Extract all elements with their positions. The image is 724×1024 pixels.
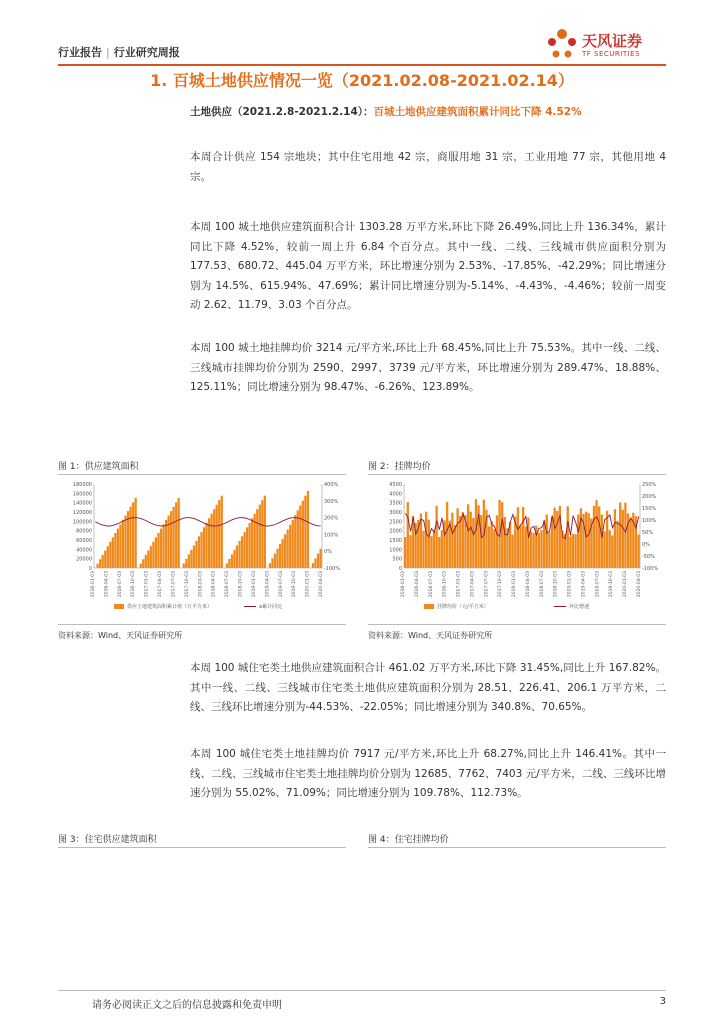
bar xyxy=(530,532,532,568)
bar xyxy=(543,520,545,568)
y-right-tick-label: -100% xyxy=(642,566,659,572)
bar xyxy=(559,506,561,568)
bar xyxy=(289,525,291,568)
bar xyxy=(203,527,205,568)
category-weekly: 行业研究周报 xyxy=(113,46,180,59)
bar xyxy=(504,517,506,568)
y-left-tick-label: 40000 xyxy=(76,547,92,554)
y-left-tick-label: 4000 xyxy=(389,491,402,498)
bar xyxy=(404,537,406,568)
y-left-tick-label: 180000 xyxy=(72,482,92,488)
bar xyxy=(271,558,273,568)
bar xyxy=(538,533,540,568)
x-tick-label: 2018-10-03 xyxy=(238,571,244,598)
y-left-tick-label: 3000 xyxy=(389,510,402,516)
x-tick-label: 2019-04-03 xyxy=(265,571,271,598)
x-tick-label: 2018-01-03 xyxy=(198,571,204,598)
separator: | xyxy=(106,46,110,59)
bar xyxy=(409,535,411,568)
x-tick-label: 2016-07-03 xyxy=(428,571,434,598)
y-left-tick-label: 60000 xyxy=(76,538,92,544)
bar xyxy=(249,523,251,568)
x-tick-label: 2016-01-03 xyxy=(91,571,96,598)
bar xyxy=(624,503,626,568)
bar xyxy=(274,554,276,568)
bar xyxy=(157,533,159,568)
paragraph-avg-price: 本周 100 城土地挂牌均价 3214 元/平方米,环比上升 68.45%,同比上升 75.53%。其中一线、二线、三线城市挂牌均价分别为 2590、2997、3739 元/平方米，环比增速分别为 289.47%、18.88%、125.11%；同比增速分别为 98.47%、-6.26%、123.89%。 xyxy=(190,342,666,393)
paragraph-plot-count: 本周合计供应 154 宗地块；其中住宅用地 42 宗，商服用地 31 宗，工业用地 77 宗，其他用地 4 宗。 xyxy=(190,151,666,183)
bar xyxy=(517,507,519,568)
bar xyxy=(556,511,558,568)
x-tick-label: 2019-01-03 xyxy=(567,571,573,598)
bar xyxy=(236,545,238,568)
bar xyxy=(601,515,603,568)
bar xyxy=(456,508,458,568)
bar xyxy=(132,502,134,568)
x-tick-label: 2017-01-03 xyxy=(144,571,150,598)
bar xyxy=(188,554,190,568)
bar xyxy=(603,531,605,568)
fig3-top-rule xyxy=(58,847,346,848)
bar xyxy=(97,564,99,568)
bar xyxy=(205,523,207,568)
page-number: 3 xyxy=(659,996,666,1007)
bar xyxy=(107,546,109,568)
bar xyxy=(114,533,116,568)
bar xyxy=(213,509,215,568)
bar xyxy=(119,524,121,568)
bar xyxy=(200,532,202,568)
bar xyxy=(165,520,167,568)
legend-line-label: 环比增速 xyxy=(569,604,590,610)
bar xyxy=(314,558,316,568)
y-left-tick-label: 2000 xyxy=(389,528,402,535)
legend-bar-swatch xyxy=(424,604,434,609)
bar xyxy=(226,563,228,568)
bar xyxy=(276,549,278,568)
bar xyxy=(281,539,283,568)
bar xyxy=(564,534,566,568)
bar xyxy=(302,501,304,568)
bar xyxy=(261,500,263,568)
bar xyxy=(198,536,200,568)
x-tick-label: 2018-07-03 xyxy=(225,571,231,598)
bar xyxy=(606,511,608,568)
bar xyxy=(593,506,595,568)
bar xyxy=(553,508,555,568)
bar xyxy=(269,563,271,568)
bar xyxy=(548,532,550,568)
bar xyxy=(185,559,187,568)
category-industry-report: 行业报告 xyxy=(58,46,102,59)
x-tick-label: 2017-01-03 xyxy=(456,571,462,598)
x-tick-label: 2019-10-03 xyxy=(609,571,615,598)
x-tick-label: 2018-01-03 xyxy=(512,571,518,598)
fig1-bottom-rule xyxy=(58,624,346,625)
bar xyxy=(585,512,587,568)
x-tick-label: 2017-10-03 xyxy=(184,571,190,598)
bar xyxy=(540,530,542,568)
bar xyxy=(307,491,309,568)
bar xyxy=(480,515,482,568)
bar xyxy=(183,563,185,568)
bar xyxy=(233,550,235,568)
x-tick-label: 2017-10-03 xyxy=(498,571,504,598)
logo-subtext: TF SECURITIES xyxy=(582,50,641,58)
bar xyxy=(574,534,576,568)
fig2-top-rule xyxy=(368,474,666,475)
bar xyxy=(595,500,597,568)
bar xyxy=(614,509,616,568)
bar xyxy=(546,515,548,568)
bar xyxy=(488,526,490,568)
logo-text: 天风证券 xyxy=(582,32,643,50)
y-right-tick-label: 200% xyxy=(642,494,657,500)
x-tick-label: 2020-04-03 xyxy=(637,571,642,598)
y-left-tick-label: 3500 xyxy=(389,500,402,507)
bar xyxy=(259,505,261,568)
bar xyxy=(598,506,600,568)
paragraph-supply-area: 本周 100 城土地供应建筑面积合计 1303.28 万平方米,环比下降 26.49%,同比上升 136.34%，累计同比下降 4.52%，较前一周上升 6.84 个百分点。其中一线、二线、三线城市供应面积分别为 177.53、680.72、445.04 万平方米，环比增速分别为 2.53%、-17.85%、-42.29%；同比增速分别为 14.5%、615.94%、47.69%；累计同比增速分别为-5.14%、-4.43%、-4.46%；较前一周变动 2.62、11.79、3.03 个百分点。 xyxy=(190,221,666,311)
paragraph-residential-area: 本周 100 城住宅类土地供应建筑面积合计 461.02 万平方米,环比下降 31.45%,同比上升 167.82%。其中一线、二线、三线城市住宅类土地供应建筑面积分别为 28.51、226.41、206.1 万平方米，二线、三线环比增速分别为-44.53%、-22.05%；同比增速分别为 340.8%、70.65%。 xyxy=(190,662,666,713)
bar xyxy=(622,510,624,568)
bar xyxy=(512,535,514,568)
bar xyxy=(287,530,289,569)
x-tick-label: 2019-10-03 xyxy=(292,571,298,598)
bar xyxy=(433,530,435,568)
y-right-tick-label: 400% xyxy=(324,482,339,488)
bar xyxy=(297,510,299,568)
bar xyxy=(522,507,524,568)
bar xyxy=(145,555,147,568)
bar xyxy=(475,499,477,568)
fig2-chart xyxy=(368,478,666,618)
y-left-tick-label: 500 xyxy=(392,556,402,563)
legend-bar-swatch xyxy=(114,604,124,609)
bar xyxy=(491,521,493,568)
bar xyxy=(216,505,218,568)
y-right-tick-label: 300% xyxy=(324,498,339,505)
fig1-source: 资料来源：Wind、天风证券研究所 xyxy=(58,631,183,640)
bar xyxy=(299,505,301,568)
bar xyxy=(193,545,195,568)
bar xyxy=(467,504,469,568)
y-right-tick-label: -100% xyxy=(324,566,341,572)
bar xyxy=(637,534,639,568)
bar xyxy=(162,524,164,568)
x-tick-label: 2016-07-03 xyxy=(117,571,123,598)
y-left-tick-label: 80000 xyxy=(76,528,92,535)
bar xyxy=(173,507,175,568)
bar xyxy=(438,537,440,568)
fig1-top-rule xyxy=(58,474,346,475)
bar xyxy=(160,529,162,568)
y-left-tick-label: 1500 xyxy=(389,538,402,544)
legend-line-label: a累计同比 xyxy=(259,604,283,610)
x-tick-label: 2019-07-03 xyxy=(595,571,601,598)
bar xyxy=(152,542,154,568)
bar xyxy=(256,509,258,568)
bar xyxy=(231,554,233,568)
bar xyxy=(493,530,495,568)
bar xyxy=(459,516,461,568)
legend-bar-label: 供应土地建筑面积累计值（万平方米） xyxy=(127,604,213,610)
x-tick-label: 2017-04-03 xyxy=(470,571,476,598)
x-tick-label: 2019-04-03 xyxy=(581,571,587,598)
x-tick-label: 2018-04-03 xyxy=(211,571,217,598)
bar xyxy=(519,526,521,568)
bar xyxy=(102,555,104,568)
x-tick-label: 2018-04-03 xyxy=(525,571,531,598)
y-right-tick-label: 50% xyxy=(642,530,654,536)
bar xyxy=(527,518,529,568)
bar xyxy=(117,529,119,568)
fig3-label: 图 3：住宅供应建筑面积 xyxy=(58,835,157,845)
bar xyxy=(611,536,613,568)
footer-disclaimer: 请务必阅读正文之后的信息披露和免责申明 xyxy=(92,1000,282,1011)
x-tick-label: 2019-01-03 xyxy=(251,571,257,598)
bar xyxy=(129,507,131,568)
x-tick-label: 2016-04-03 xyxy=(414,571,420,598)
bar xyxy=(619,503,621,568)
fig2-source: 资料来源：Wind、天风证券研究所 xyxy=(368,631,493,640)
bar xyxy=(104,551,106,569)
bar xyxy=(135,498,137,568)
bar xyxy=(430,536,432,568)
bar xyxy=(319,549,321,568)
bar xyxy=(284,534,286,568)
logo-flower-icon xyxy=(544,26,580,62)
y-left-tick-label: 140000 xyxy=(72,500,92,507)
y-left-tick-label: 2500 xyxy=(389,519,402,526)
bar xyxy=(175,502,177,568)
header-divider xyxy=(58,64,666,66)
bar xyxy=(122,520,124,568)
y-left-tick-label: 160000 xyxy=(72,491,92,498)
section-title: 1. 百城土地供应情况一览（2021.02.08-2021.02.14） xyxy=(150,71,574,90)
paragraph-residential-price: 本周 100 城住宅类土地挂牌均价 7917 元/平方米,环比上升 68.27%,同比上升 146.41%。其中一线、二线、三线城市住宅类土地挂牌均价分别为 12685、7762、7403 元/平方米，二线、三线环比增速分别为 55.02%、71.09%；同比增速分别为 109.78%、112.73%。 xyxy=(190,748,666,799)
y-right-tick-label: 150% xyxy=(642,506,657,512)
bar xyxy=(472,518,474,568)
y-left-tick-label: 0 xyxy=(398,566,402,572)
bar xyxy=(451,513,453,568)
bar xyxy=(246,527,248,568)
bar xyxy=(609,530,611,568)
bar xyxy=(140,564,142,568)
bar xyxy=(616,521,618,568)
bar xyxy=(501,502,503,568)
bar xyxy=(317,554,319,568)
bar xyxy=(241,536,243,568)
bar xyxy=(155,537,157,568)
bar xyxy=(109,542,111,568)
x-tick-label: 2018-10-03 xyxy=(553,571,559,598)
fig2-label: 图 2：挂牌均价 xyxy=(368,462,431,472)
bar xyxy=(99,559,101,568)
section-subtitle xyxy=(190,104,582,119)
bar xyxy=(428,520,430,568)
x-tick-label: 2016-01-03 xyxy=(401,571,406,598)
bar xyxy=(588,513,590,568)
bar xyxy=(190,550,192,568)
bar xyxy=(532,533,534,568)
bar xyxy=(470,512,472,568)
bar xyxy=(551,517,553,568)
x-tick-label: 2017-07-03 xyxy=(484,571,490,598)
x-tick-label: 2019-07-03 xyxy=(278,571,284,598)
legend-bar-label: 挂牌均价（元/平方米） xyxy=(437,604,489,610)
y-right-tick-label: -50% xyxy=(642,554,655,560)
y-right-tick-label: 100% xyxy=(642,518,657,524)
bar xyxy=(577,514,579,568)
fig2-bottom-rule xyxy=(368,624,666,625)
bar xyxy=(264,496,266,568)
y-right-tick-label: 0% xyxy=(324,549,332,556)
bar xyxy=(312,563,314,568)
x-tick-label: 2016-10-03 xyxy=(131,571,137,598)
bar xyxy=(150,546,152,568)
bar xyxy=(425,512,427,568)
bar xyxy=(195,541,197,568)
bar xyxy=(422,531,424,568)
bar xyxy=(251,518,253,568)
x-tick-label: 2020-04-03 xyxy=(319,571,324,598)
bar xyxy=(124,516,126,569)
bar xyxy=(496,515,498,568)
bar xyxy=(446,502,448,568)
y-right-tick-label: 250% xyxy=(642,482,657,488)
bar xyxy=(279,544,281,568)
y-left-tick-label: 120000 xyxy=(72,510,92,516)
bar xyxy=(112,537,114,568)
y-left-tick-label: 4500 xyxy=(389,482,402,488)
fig4-top-rule xyxy=(368,847,666,848)
y-right-tick-label: 0% xyxy=(642,542,650,548)
y-left-tick-label: 1000 xyxy=(389,547,402,554)
x-tick-label: 2020-01-03 xyxy=(623,571,629,598)
x-tick-label: 2018-07-03 xyxy=(539,571,545,598)
bar xyxy=(572,534,574,568)
x-tick-label: 2016-10-03 xyxy=(442,571,448,598)
bar xyxy=(454,525,456,568)
fig4-label: 图 4：住宅挂牌均价 xyxy=(368,835,449,845)
bar xyxy=(630,518,632,568)
bar xyxy=(238,541,240,568)
y-left-tick-label: 100000 xyxy=(72,519,92,526)
bar xyxy=(435,506,437,568)
x-tick-label: 2017-07-03 xyxy=(171,571,177,598)
subtitle-lead: 土地供应（2021.2.8-2021.2.14）： xyxy=(190,106,374,118)
tf-securities-logo xyxy=(544,24,664,64)
footer-divider xyxy=(58,990,666,991)
x-tick-label: 2020-01-03 xyxy=(305,571,311,598)
bar xyxy=(294,515,296,568)
bar xyxy=(221,496,223,568)
bar xyxy=(170,511,172,568)
bar xyxy=(243,532,245,568)
y-right-tick-label: 100% xyxy=(324,532,339,539)
bar xyxy=(569,537,571,568)
bar xyxy=(441,530,443,568)
bar xyxy=(228,559,230,568)
bar xyxy=(218,500,220,568)
bar xyxy=(178,498,180,568)
bar xyxy=(142,559,144,568)
bar xyxy=(211,514,213,568)
y-left-tick-label: 20000 xyxy=(76,556,92,563)
bar xyxy=(407,502,409,568)
x-tick-label: 2017-04-03 xyxy=(158,571,164,598)
y-left-tick-label: 0 xyxy=(88,566,92,572)
bar xyxy=(147,551,149,569)
x-tick-label: 2016-04-03 xyxy=(104,571,110,598)
bar xyxy=(304,496,306,568)
bar xyxy=(167,516,169,569)
bar xyxy=(462,512,464,568)
bar xyxy=(525,526,527,568)
y-right-tick-label: 200% xyxy=(324,515,339,522)
bar xyxy=(567,506,569,568)
bar xyxy=(292,520,294,568)
report-category xyxy=(58,44,180,60)
fig1-chart xyxy=(58,478,348,618)
fig1-label: 图 1：供应建筑面积 xyxy=(58,462,139,472)
subtitle-highlight: 百城土地供应建筑面积累计同比下降 4.52% xyxy=(373,106,582,118)
